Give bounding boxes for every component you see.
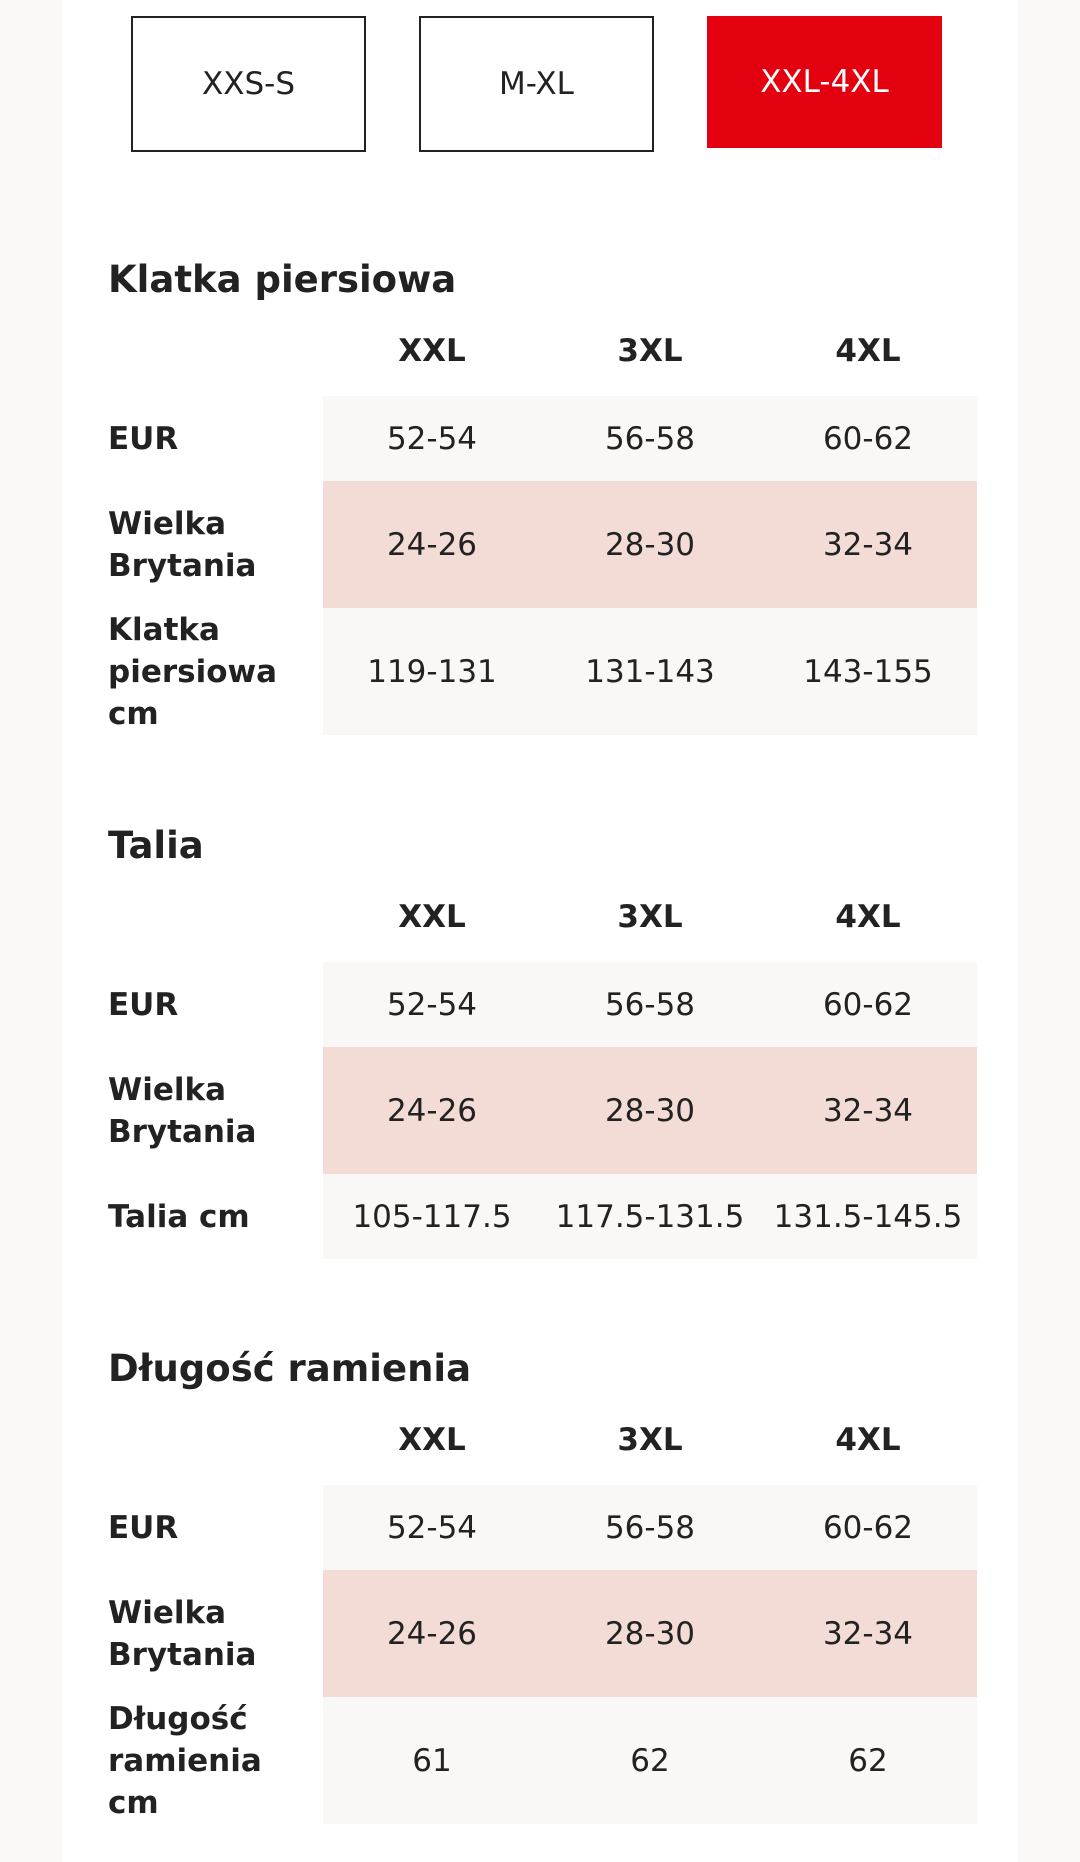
table-row-eur bbox=[0, 1485, 1080, 1570]
table-row-chest-cm bbox=[0, 608, 1080, 735]
table-cell: 62 bbox=[848, 1742, 888, 1779]
table-cell: 52-54 bbox=[386, 420, 478, 457]
table-row-eur bbox=[0, 396, 1080, 481]
table-cell: 28-30 bbox=[604, 526, 696, 563]
row-values bbox=[323, 396, 977, 481]
row-label: EUR bbox=[108, 420, 179, 457]
column-header-3xl: 3XL bbox=[617, 1422, 683, 1458]
table-row-uk bbox=[0, 1570, 1080, 1697]
table-cell: 105-117.5 bbox=[352, 1198, 512, 1235]
table-row-waist-cm bbox=[0, 1174, 1080, 1259]
row-label: Talia cm bbox=[108, 1198, 250, 1235]
row-values bbox=[323, 962, 977, 1047]
row-label: EUR bbox=[108, 986, 179, 1023]
table-cell: 52-54 bbox=[386, 986, 478, 1023]
table-cell: 24-26 bbox=[386, 1092, 478, 1129]
table-cell: 32-34 bbox=[822, 1615, 914, 1652]
row-values bbox=[323, 1570, 977, 1697]
table-cell: 24-26 bbox=[386, 1615, 478, 1652]
row-values bbox=[323, 608, 977, 735]
tab-m-xl[interactable]: M-XL bbox=[419, 16, 654, 152]
table-cell: 62 bbox=[630, 1742, 670, 1779]
row-values bbox=[323, 1047, 977, 1174]
section-waist bbox=[0, 824, 1080, 1264]
tab-xxl-4xl[interactable]: XXL-4XL bbox=[707, 16, 942, 148]
row-values bbox=[323, 1174, 977, 1259]
column-header-4xl: 4XL bbox=[835, 333, 901, 369]
table-cell: 143-155 bbox=[803, 653, 933, 690]
row-label: Długość ramienia cm bbox=[108, 1700, 262, 1821]
table-cell: 56-58 bbox=[604, 420, 696, 457]
section-arm-length bbox=[0, 1347, 1080, 1827]
table-cell: 28-30 bbox=[604, 1092, 696, 1129]
column-header-xxl: XXL bbox=[398, 899, 466, 935]
table-row-uk bbox=[0, 481, 1080, 608]
row-values bbox=[323, 1697, 977, 1824]
tab-xxs-s[interactable]: XXS-S bbox=[131, 16, 366, 152]
table-cell: 56-58 bbox=[604, 986, 696, 1023]
table-row-eur bbox=[0, 962, 1080, 1047]
table-cell: 61 bbox=[412, 1742, 452, 1779]
row-label: Wielka Brytania bbox=[108, 505, 257, 584]
row-values bbox=[323, 481, 977, 608]
table-cell: 60-62 bbox=[822, 1509, 914, 1546]
section-title: Klatka piersiowa bbox=[108, 258, 457, 301]
section-chest bbox=[0, 258, 1080, 738]
table-cell: 24-26 bbox=[386, 526, 478, 563]
row-label: Wielka Brytania bbox=[108, 1594, 257, 1673]
table-cell: 60-62 bbox=[822, 986, 914, 1023]
row-values bbox=[323, 1485, 977, 1570]
row-label: Wielka Brytania bbox=[108, 1071, 257, 1150]
table-cell: 28-30 bbox=[604, 1615, 696, 1652]
row-label: Klatka piersiowa cm bbox=[108, 611, 278, 732]
section-title: Długość ramienia bbox=[108, 1347, 472, 1390]
column-header-xxl: XXL bbox=[398, 333, 466, 369]
table-cell: 117.5-131.5 bbox=[555, 1198, 745, 1235]
table-cell: 32-34 bbox=[822, 526, 914, 563]
table-cell: 56-58 bbox=[604, 1509, 696, 1546]
table-cell: 60-62 bbox=[822, 420, 914, 457]
column-header-xxl: XXL bbox=[398, 1422, 466, 1458]
column-header-4xl: 4XL bbox=[835, 1422, 901, 1458]
table-row-uk bbox=[0, 1047, 1080, 1174]
row-label: EUR bbox=[108, 1509, 179, 1546]
table-cell: 119-131 bbox=[367, 653, 497, 690]
column-header-4xl: 4XL bbox=[835, 899, 901, 935]
column-header-3xl: 3XL bbox=[617, 899, 683, 935]
table-cell: 32-34 bbox=[822, 1092, 914, 1129]
table-cell: 131-143 bbox=[585, 653, 715, 690]
section-title: Talia bbox=[108, 824, 204, 867]
table-cell: 131.5-145.5 bbox=[773, 1198, 963, 1235]
table-cell: 52-54 bbox=[386, 1509, 478, 1546]
table-row-arm-cm bbox=[0, 1697, 1080, 1824]
size-range-tabs bbox=[0, 0, 1080, 160]
column-header-3xl: 3XL bbox=[617, 333, 683, 369]
